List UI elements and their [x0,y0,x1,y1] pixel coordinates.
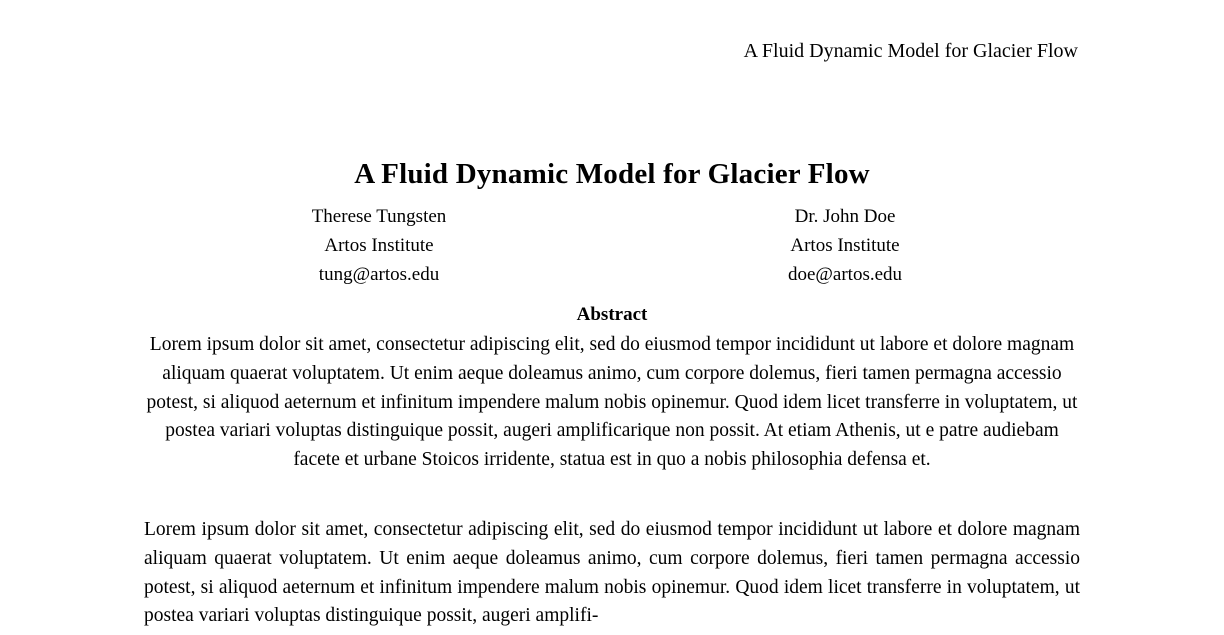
running-head: A Fluid Dynamic Model for Glacier Flow [743,40,1078,62]
author-list [146,203,1078,289]
author-block-2 [612,203,1078,289]
author-block-1 [146,203,612,289]
author-name: Dr. John Doe [794,206,896,227]
author-email: doe@artos.edu [787,263,903,285]
author-email: tung@artos.edu [318,263,440,285]
body-paragraph-1: Lorem ipsum dolor sit amet, consectetur adipiscing elit, sed do eiusmod tempor incididunt ut labore et dolore magnam aliquam quaerat voluptatem. Ut enim aeque doleamus animo, cum corpore dolemus, fieri tamen permagna accessio potest, si aliquod aeternum et infinitum impendere malum nobis opinemur. Quod idem licet transferre in voluptatem, ut postea variari voluptas distinguique possit, augeri amplifi- [144,519,1080,627]
author-affiliation: Artos Institute [324,234,434,256]
abstract-heading: Abstract [576,304,648,325]
author-affiliation: Artos Institute [790,234,900,256]
page-title: A Fluid Dynamic Model for Glacier Flow [354,158,870,191]
author-name: Therese Tungsten [311,206,447,227]
abstract-text: Lorem ipsum dolor sit amet, consectetur adipiscing elit, sed do eiusmod tempor incididunt ut labore et dolore magnam aliquam quaerat voluptatem. Ut enim aeque doleamus animo, cum corpore dolemus, fieri tamen permagna accessio potest, si aliquod aeternum et infinitum impendere malum nobis opinemur. Quod idem licet transferre in voluptatem, ut postea variari voluptas distinguique possit, augeri amplificarique non possit. At etiam Athenis, ut e patre audiebam facete et urbane Stoicos irridente, statua est in quo a nobis philosophia defensa et. [146,334,1078,471]
